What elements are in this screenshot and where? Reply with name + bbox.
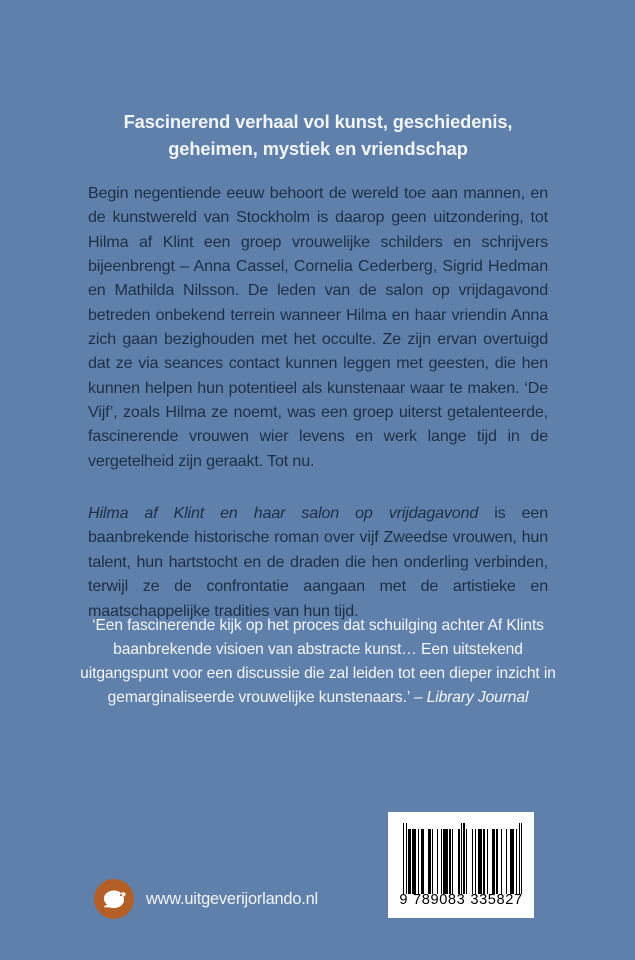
barcode-group-2: 335827 — [470, 892, 523, 908]
publisher-block — [94, 879, 318, 919]
bird-icon — [94, 879, 134, 919]
review-quote — [72, 614, 564, 711]
publisher-url[interactable]: www.uitgeverijorlando.nl — [146, 889, 318, 908]
barcode — [388, 812, 534, 918]
barcode-lead-digit: 9 — [399, 892, 409, 908]
barcode-group-1: 789083 — [413, 892, 466, 908]
barcode-bars — [403, 823, 523, 894]
blurb-paragraph-1: Begin negentiende eeuw behoort de wereld toe aan mannen, en de kunstwereld van Stockholm is daarop geen uitzondering, tot Hilma af Klint een groep vrouwelijke schilders en schrijvers bijeenbrengt – Anna Cassel, Cornelia Cederberg, Sigrid Hedman en Mathilda Nilsson. De leden van de salon op vrijdagavond betreden onbekend terrein wanneer Hilma en haar vriendin Anna zich gaan bezighouden met het occulte. Ze zijn ervan overtuigd dat ze via seances contact kunnen leggen met geesten, die hen kunnen helpen hun potentieel als kunstenaar waar te maken. ‘De Vijf’, zoals Hilma ze noemt, was een groep uiterst getalenteerde, fascinerende vrouwen wier levens en werk lange tijd in de vergetelheid zijn geraakt. Tot nu. — [88, 184, 548, 470]
blurb-paragraph-2 — [88, 501, 548, 623]
book-title-italic: Hilma af Klint en haar salon op vrijdagavond — [88, 504, 479, 523]
review-quote-source: Library Journal — [426, 689, 529, 707]
review-quote-text: ‘Een fascinerende kijk op het proces dat schuilging achter Af Klints baanbrekende visioen van abstracte kunst… Een uitstekend uitgangspunt voor een discussie die zal leiden tot een dieper inzicht in gemarginaliseerde vrouwelijke kunstenaars.’ – — [80, 617, 556, 707]
blurb-text — [88, 181, 548, 623]
page-title: Fascinerend verhaal vol kunst, geschiedenis, geheimen, mystiek en vriendschap — [123, 111, 513, 160]
barcode-digits — [388, 892, 534, 908]
blurb-paragraph-2-rest: is een baanbrekende historische roman over vijf Zweedse vrouwen, hun talent, hun hartstocht en de draden die hen onderling verbinden, terwijl ze de confrontatie aangaan met de artistieke en maatschappelijke tradities van hun tijd. — [88, 504, 548, 620]
